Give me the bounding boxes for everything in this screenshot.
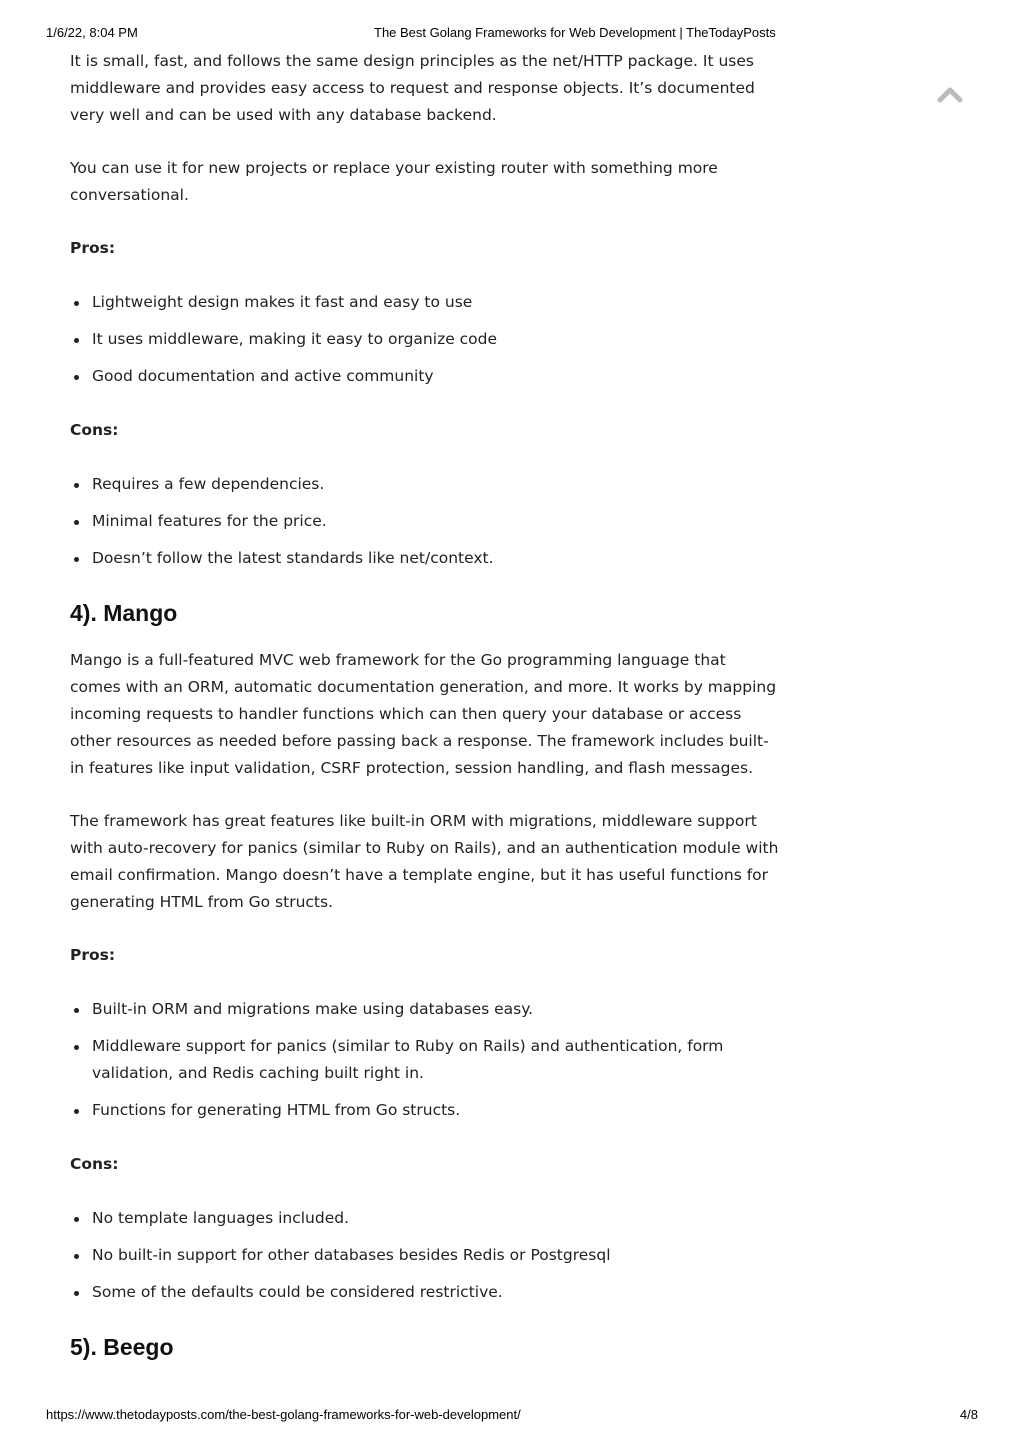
list-item: Lightweight design makes it fast and easy to use [70, 289, 780, 316]
list-item: It uses middleware, making it easy to organize code [70, 326, 780, 353]
cons-label: Cons: [70, 1155, 119, 1173]
list-item: Middleware support for panics (similar to Ruby on Rails) and authentication, form validation, and Redis caching built right in. [70, 1033, 780, 1087]
list-item: Some of the defaults could be considered restrictive. [70, 1279, 780, 1306]
cons-list [70, 471, 780, 572]
paragraph: The framework has great features like built-in ORM with migrations, middleware support with auto-recovery for panics (similar to Ruby on Rails), and an authentication module with email confirmation. Mango doesn’t have a template engine, but it has useful functions for generating HTML from Go structs. [70, 812, 779, 911]
scroll-to-top-button[interactable] [936, 84, 964, 106]
list-item: Good documentation and active community [70, 363, 780, 390]
section-heading-beego: 5). Beego [70, 1334, 174, 1360]
list-item: Functions for generating HTML from Go structs. [70, 1097, 780, 1124]
pros-list [70, 996, 780, 1124]
cons-list [70, 1205, 780, 1306]
print-footer [0, 1407, 1024, 1423]
list-item: No built-in support for other databases besides Redis or Postgresql [70, 1242, 780, 1269]
paragraph: It is small, fast, and follows the same design principles as the net/HTTP package. It uses middleware and provides easy access to request and response objects. It’s documented very well and can be used with any database backend. [70, 52, 755, 124]
paragraph: You can use it for new projects or replace your existing router with something more conversational. [70, 159, 718, 204]
list-item: Doesn’t follow the latest standards like net/context. [70, 545, 780, 572]
article-body [70, 48, 780, 1381]
page-number: 4/8 [959, 1407, 978, 1422]
page-url: https://www.thetodayposts.com/the-best-golang-frameworks-for-web-development/ [46, 1407, 521, 1422]
pros-list [70, 289, 780, 390]
section-heading-mango: 4). Mango [70, 600, 178, 626]
print-page-title: The Best Golang Frameworks for Web Development | TheTodayPosts [374, 25, 776, 40]
list-item: Built-in ORM and migrations make using databases easy. [70, 996, 780, 1023]
list-item: Requires a few dependencies. [70, 471, 780, 498]
list-item: No template languages included. [70, 1205, 780, 1232]
print-datetime: 1/6/22, 8:04 PM [46, 25, 138, 40]
print-header [0, 25, 1024, 41]
cons-label: Cons: [70, 421, 119, 439]
pros-label: Pros: [70, 946, 116, 964]
paragraph: Mango is a full-featured MVC web framework for the Go programming language that comes with an ORM, automatic documentation generation, and more. It works by mapping incoming requests to handler functions which can then query your database or access other resources as needed before passing back a response. The framework includes built-in features like input validation, CSRF protection, session handling, and flash messages. [70, 651, 777, 777]
list-item: Minimal features for the price. [70, 508, 780, 535]
pros-label: Pros: [70, 239, 116, 257]
chevron-up-icon [936, 84, 964, 106]
